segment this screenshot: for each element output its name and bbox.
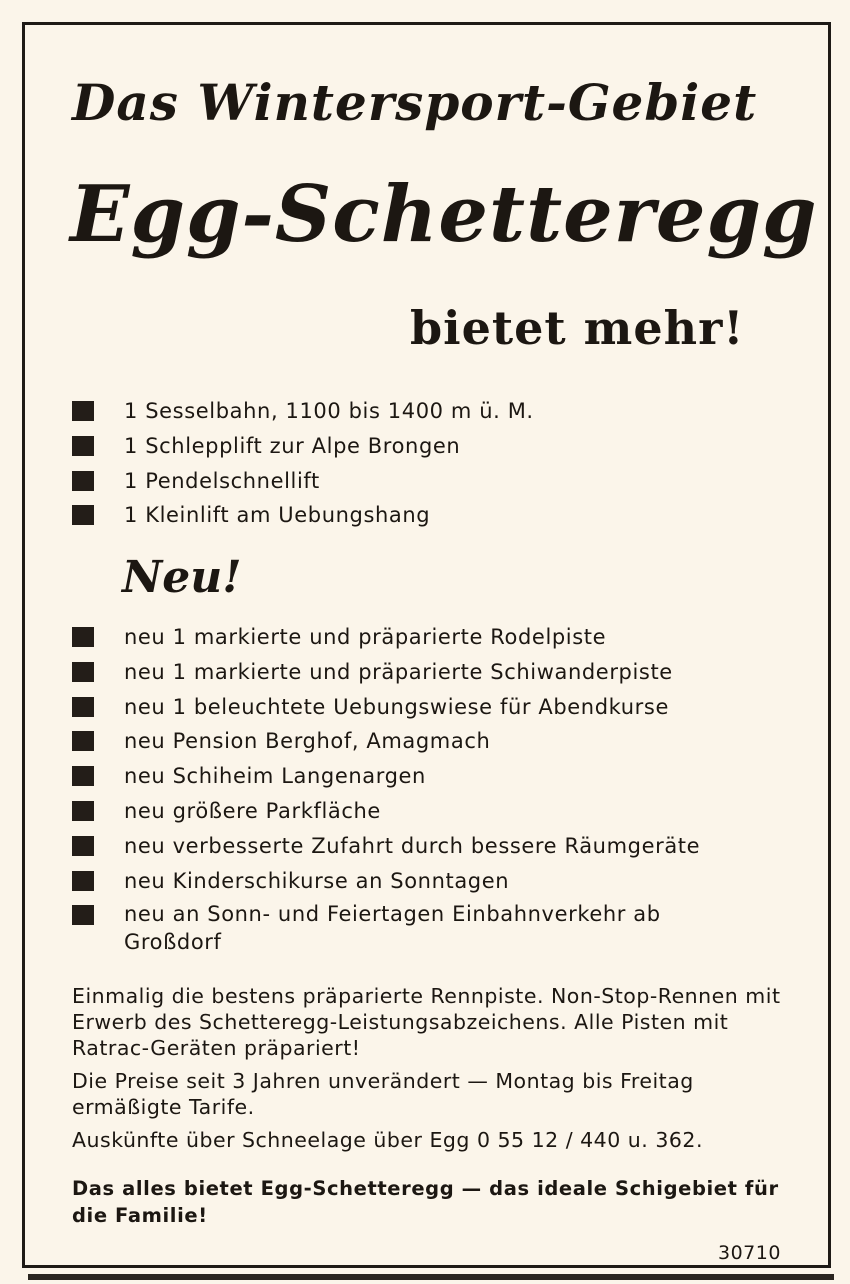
list-item xyxy=(72,431,534,466)
square-bullet-icon xyxy=(72,731,94,751)
list-item-text: 1 Schlepplift zur Alpe Brongen xyxy=(124,433,461,458)
new-features-list xyxy=(72,622,764,964)
list-item-text: neu Schiheim Langenargen xyxy=(124,764,426,789)
square-bullet-icon xyxy=(72,697,94,717)
square-bullet-icon xyxy=(72,766,94,786)
list-item xyxy=(72,796,764,831)
square-bullet-icon xyxy=(72,836,94,856)
list-item-text: neu Pension Berghof, Amagmach xyxy=(124,729,491,754)
bottom-rule xyxy=(28,1274,834,1280)
list-item xyxy=(72,622,764,657)
list-item-text: neu größere Parkfläche xyxy=(124,798,381,823)
list-item xyxy=(72,726,764,761)
ad-reference-number: 30710 xyxy=(718,1242,781,1264)
list-item xyxy=(72,831,764,866)
square-bullet-icon xyxy=(72,905,94,925)
square-bullet-icon xyxy=(72,471,94,491)
list-item xyxy=(72,466,534,501)
square-bullet-icon xyxy=(72,401,94,421)
list-item xyxy=(72,396,534,431)
list-item xyxy=(72,500,534,535)
new-section-heading: Neu! xyxy=(122,552,242,603)
square-bullet-icon xyxy=(72,662,94,682)
square-bullet-icon xyxy=(72,627,94,647)
list-item-text: neu 1 markierte und präparierte Schiwanderpiste xyxy=(124,659,673,684)
list-item-text: 1 Pendelschnellift xyxy=(124,468,320,493)
list-item-text: neu Kinderschikurse an Sonntagen xyxy=(124,868,510,893)
list-item xyxy=(72,866,764,901)
lift-list xyxy=(72,396,534,535)
closing-statement: Das alles bietet Egg-Schetteregg — das ideale Schigebiet für die Familie! xyxy=(72,1177,779,1227)
list-item-text: 1 Sesselbahn, 1100 bis 1400 m ü. M. xyxy=(124,399,534,423)
list-item xyxy=(72,692,764,727)
prices-paragraph: Die Preise seit 3 Jahren unverändert — Montag bis Freitag ermäßigte Tarife. xyxy=(72,1069,694,1119)
rennpiste-paragraph: Einmalig die bestens präparierte Rennpiste. Non-Stop-Rennen mit Erwerb des Schetteregg-Leistungsabzeichens. Alle Pisten mit Ratrac-Geräten präpariert! xyxy=(72,984,781,1060)
list-item-text: neu an Sonn- und Feiertagen Einbahnverkehr ab Großdorf xyxy=(124,902,661,955)
list-item xyxy=(72,761,764,796)
headline-title: Egg-Schetteregg xyxy=(70,169,818,260)
square-bullet-icon xyxy=(72,505,94,525)
list-item-text: neu 1 beleuchtete Uebungswiese für Abendkurse xyxy=(124,694,669,719)
headline-tagline: bietet mehr! xyxy=(410,301,745,355)
list-item-text: neu verbesserte Zufahrt durch bessere Räumgeräte xyxy=(124,833,701,858)
square-bullet-icon xyxy=(72,436,94,456)
list-item-text: neu 1 markierte und präparierte Rodelpiste xyxy=(124,625,607,649)
square-bullet-icon xyxy=(72,801,94,821)
snow-info-paragraph: Auskünfte über Schneelage über Egg 0 55 12 / 440 u. 362. xyxy=(72,1128,703,1152)
list-item-text: 1 Kleinlift am Uebungshang xyxy=(124,503,431,528)
headline-subtitle: Das Wintersport-Gebiet xyxy=(72,73,758,132)
list-item xyxy=(72,900,764,964)
square-bullet-icon xyxy=(72,871,94,891)
list-item xyxy=(72,657,764,692)
